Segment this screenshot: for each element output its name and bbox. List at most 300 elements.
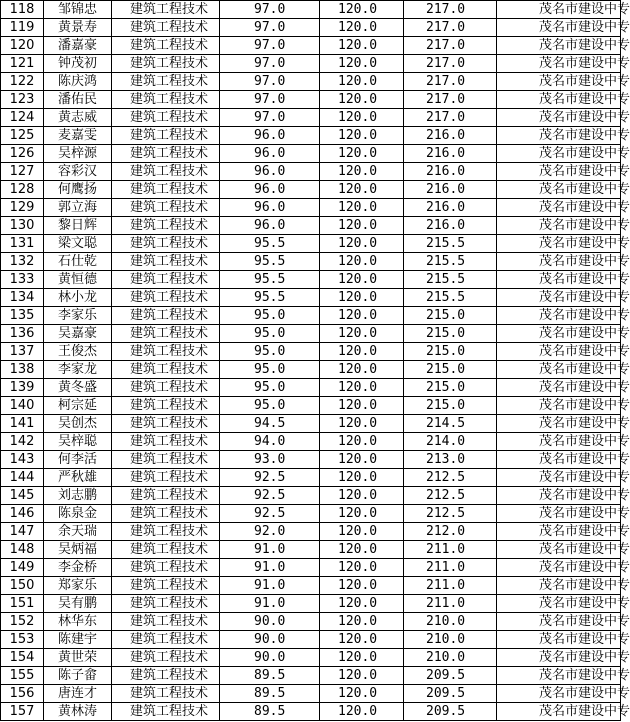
base-score-cell: 120.0 [320,271,404,289]
base-score-cell: 120.0 [320,109,404,127]
total-score-cell: 216.0 [404,127,497,145]
major-cell: 建筑工程技术 [112,289,220,307]
school-cell: 茂名市建设中专 [497,145,621,163]
table-row [1,451,621,469]
row-number-cell: 141 [1,415,44,433]
major-cell: 建筑工程技术 [112,685,220,703]
student-name-cell: 潘嘉豪 [44,37,112,55]
score-cell: 90.0 [220,613,320,631]
base-score-cell: 120.0 [320,325,404,343]
row-number-cell: 152 [1,613,44,631]
school-cell: 茂名市建设中专 [497,505,621,523]
major-cell: 建筑工程技术 [112,397,220,415]
row-number-cell: 147 [1,523,44,541]
student-name-cell: 何李活 [44,451,112,469]
score-cell: 90.0 [220,631,320,649]
base-score-cell: 120.0 [320,37,404,55]
major-cell: 建筑工程技术 [112,523,220,541]
base-score-cell: 120.0 [320,91,404,109]
total-score-cell: 216.0 [404,217,497,235]
score-cell: 91.0 [220,541,320,559]
student-name-cell: 陈庆鸿 [44,73,112,91]
base-score-cell: 120.0 [320,433,404,451]
student-name-cell: 吴创杰 [44,415,112,433]
row-number-cell: 127 [1,163,44,181]
table-row [1,289,621,307]
table-row [1,73,621,91]
score-cell: 93.0 [220,451,320,469]
school-cell: 茂名市建设中专 [497,685,621,703]
row-number-cell: 157 [1,703,44,721]
student-name-cell: 黎日辉 [44,217,112,235]
total-score-cell: 209.5 [404,667,497,685]
student-name-cell: 陈建宇 [44,631,112,649]
score-cell: 96.0 [220,145,320,163]
table-row [1,217,621,235]
table-row [1,199,621,217]
major-cell: 建筑工程技术 [112,55,220,73]
major-cell: 建筑工程技术 [112,613,220,631]
school-cell: 茂名市建设中专 [497,487,621,505]
row-number-cell: 153 [1,631,44,649]
table-row [1,577,621,595]
student-name-cell: 黄恒德 [44,271,112,289]
table-row [1,307,621,325]
total-score-cell: 215.5 [404,235,497,253]
row-number-cell: 137 [1,343,44,361]
table-row [1,271,621,289]
base-score-cell: 120.0 [320,559,404,577]
row-number-cell: 129 [1,199,44,217]
base-score-cell: 120.0 [320,199,404,217]
major-cell: 建筑工程技术 [112,343,220,361]
major-cell: 建筑工程技术 [112,703,220,721]
score-cell: 96.0 [220,127,320,145]
student-name-cell: 李家龙 [44,361,112,379]
base-score-cell: 120.0 [320,181,404,199]
row-number-cell: 130 [1,217,44,235]
score-cell: 95.5 [220,271,320,289]
base-score-cell: 120.0 [320,487,404,505]
base-score-cell: 120.0 [320,307,404,325]
student-name-cell: 李金桥 [44,559,112,577]
major-cell: 建筑工程技术 [112,37,220,55]
total-score-cell: 212.5 [404,469,497,487]
student-name-cell: 黄林涛 [44,703,112,721]
school-cell: 茂名市建设中专 [497,469,621,487]
base-score-cell: 120.0 [320,127,404,145]
student-name-cell: 麦嘉雯 [44,127,112,145]
total-score-cell: 215.5 [404,253,497,271]
base-score-cell: 120.0 [320,685,404,703]
major-cell: 建筑工程技术 [112,235,220,253]
row-number-cell: 145 [1,487,44,505]
major-cell: 建筑工程技术 [112,361,220,379]
table-row [1,415,621,433]
row-number-cell: 126 [1,145,44,163]
major-cell: 建筑工程技术 [112,73,220,91]
school-cell: 茂名市建设中专 [497,397,621,415]
school-cell: 茂名市建设中专 [497,163,621,181]
total-score-cell: 212.5 [404,505,497,523]
base-score-cell: 120.0 [320,469,404,487]
base-score-cell: 120.0 [320,361,404,379]
base-score-cell: 120.0 [320,343,404,361]
row-number-cell: 149 [1,559,44,577]
row-number-cell: 151 [1,595,44,613]
school-cell: 茂名市建设中专 [497,613,621,631]
student-name-cell: 郑家乐 [44,577,112,595]
major-cell: 建筑工程技术 [112,559,220,577]
school-cell: 茂名市建设中专 [497,73,621,91]
table-row [1,613,621,631]
table-row [1,685,621,703]
school-cell: 茂名市建设中专 [497,199,621,217]
base-score-cell: 120.0 [320,73,404,91]
row-number-cell: 140 [1,397,44,415]
row-number-cell: 144 [1,469,44,487]
row-number-cell: 139 [1,379,44,397]
student-name-cell: 钟茂初 [44,55,112,73]
table-row [1,469,621,487]
total-score-cell: 210.0 [404,649,497,667]
student-name-cell: 刘志鹏 [44,487,112,505]
base-score-cell: 120.0 [320,667,404,685]
school-cell: 茂名市建设中专 [497,37,621,55]
total-score-cell: 210.0 [404,613,497,631]
base-score-cell: 120.0 [320,577,404,595]
school-cell: 茂名市建设中专 [497,235,621,253]
base-score-cell: 120.0 [320,703,404,721]
total-score-cell: 217.0 [404,109,497,127]
school-cell: 茂名市建设中专 [497,217,621,235]
major-cell: 建筑工程技术 [112,649,220,667]
table-row [1,163,621,181]
table-row [1,505,621,523]
major-cell: 建筑工程技术 [112,91,220,109]
row-number-cell: 128 [1,181,44,199]
student-name-cell: 吴梓源 [44,145,112,163]
major-cell: 建筑工程技术 [112,415,220,433]
school-cell: 茂名市建设中专 [497,289,621,307]
row-number-cell: 120 [1,37,44,55]
total-score-cell: 215.0 [404,343,497,361]
student-name-cell: 梁文聪 [44,235,112,253]
score-cell: 95.5 [220,253,320,271]
row-number-cell: 119 [1,19,44,37]
student-name-cell: 吴炳福 [44,541,112,559]
row-number-cell: 134 [1,289,44,307]
score-cell: 92.5 [220,505,320,523]
row-number-cell: 136 [1,325,44,343]
score-cell: 92.5 [220,487,320,505]
student-name-cell: 李家乐 [44,307,112,325]
row-number-cell: 146 [1,505,44,523]
table-row [1,181,621,199]
base-score-cell: 120.0 [320,379,404,397]
row-number-cell: 124 [1,109,44,127]
total-score-cell: 215.5 [404,289,497,307]
major-cell: 建筑工程技术 [112,469,220,487]
student-name-cell: 黄世荣 [44,649,112,667]
major-cell: 建筑工程技术 [112,127,220,145]
row-number-cell: 131 [1,235,44,253]
total-score-cell: 211.0 [404,577,497,595]
score-cell: 96.0 [220,163,320,181]
total-score-cell: 211.0 [404,559,497,577]
total-score-cell: 214.5 [404,415,497,433]
total-score-cell: 216.0 [404,199,497,217]
total-score-cell: 210.0 [404,631,497,649]
row-number-cell: 138 [1,361,44,379]
student-name-cell: 黄冬盛 [44,379,112,397]
student-name-cell: 柯宗延 [44,397,112,415]
major-cell: 建筑工程技术 [112,199,220,217]
table-row [1,667,621,685]
student-name-cell: 余天瑞 [44,523,112,541]
student-name-cell: 何鹰扬 [44,181,112,199]
school-cell: 茂名市建设中专 [497,1,621,19]
major-cell: 建筑工程技术 [112,379,220,397]
score-cell: 95.0 [220,343,320,361]
school-cell: 茂名市建设中专 [497,577,621,595]
table-row [1,433,621,451]
total-score-cell: 214.0 [404,433,497,451]
base-score-cell: 120.0 [320,235,404,253]
score-cell: 91.0 [220,595,320,613]
score-cell: 92.0 [220,523,320,541]
total-score-cell: 215.0 [404,361,497,379]
score-cell: 95.0 [220,397,320,415]
base-score-cell: 120.0 [320,415,404,433]
table-row [1,649,621,667]
school-cell: 茂名市建设中专 [497,667,621,685]
score-cell: 97.0 [220,91,320,109]
student-name-cell: 林华东 [44,613,112,631]
total-score-cell: 215.0 [404,307,497,325]
score-cell: 89.5 [220,703,320,721]
row-number-cell: 155 [1,667,44,685]
score-cell: 89.5 [220,667,320,685]
major-cell: 建筑工程技术 [112,451,220,469]
row-number-cell: 121 [1,55,44,73]
school-cell: 茂名市建设中专 [497,127,621,145]
table-row [1,253,621,271]
table-row [1,595,621,613]
total-score-cell: 211.0 [404,541,497,559]
base-score-cell: 120.0 [320,217,404,235]
base-score-cell: 120.0 [320,397,404,415]
score-cell: 92.5 [220,469,320,487]
student-name-cell: 吴有鹏 [44,595,112,613]
score-cell: 89.5 [220,685,320,703]
major-cell: 建筑工程技术 [112,667,220,685]
school-cell: 茂名市建设中专 [497,649,621,667]
row-number-cell: 143 [1,451,44,469]
score-cell: 91.0 [220,559,320,577]
school-cell: 茂名市建设中专 [497,343,621,361]
score-cell: 95.5 [220,235,320,253]
total-score-cell: 215.0 [404,325,497,343]
table-row [1,343,621,361]
total-score-cell: 209.5 [404,685,497,703]
score-cell: 96.0 [220,217,320,235]
base-score-cell: 120.0 [320,163,404,181]
score-cell: 97.0 [220,109,320,127]
row-number-cell: 148 [1,541,44,559]
score-cell: 94.0 [220,433,320,451]
school-cell: 茂名市建设中专 [497,379,621,397]
student-name-cell: 吴嘉豪 [44,325,112,343]
total-score-cell: 217.0 [404,55,497,73]
score-cell: 97.0 [220,19,320,37]
base-score-cell: 120.0 [320,505,404,523]
major-cell: 建筑工程技术 [112,307,220,325]
total-score-cell: 216.0 [404,181,497,199]
base-score-cell: 120.0 [320,289,404,307]
table-row [1,235,621,253]
base-score-cell: 120.0 [320,19,404,37]
row-number-cell: 118 [1,1,44,19]
score-cell: 95.0 [220,325,320,343]
table-row [1,379,621,397]
base-score-cell: 120.0 [320,253,404,271]
school-cell: 茂名市建设中专 [497,595,621,613]
student-name-cell: 容彩汉 [44,163,112,181]
school-cell: 茂名市建设中专 [497,523,621,541]
major-cell: 建筑工程技术 [112,595,220,613]
score-cell: 90.0 [220,649,320,667]
total-score-cell: 217.0 [404,19,497,37]
score-cell: 97.0 [220,73,320,91]
total-score-cell: 217.0 [404,73,497,91]
table-row [1,541,621,559]
major-cell: 建筑工程技术 [112,631,220,649]
score-cell: 97.0 [220,37,320,55]
score-cell: 95.0 [220,307,320,325]
student-name-cell: 王俊杰 [44,343,112,361]
student-name-cell: 林小龙 [44,289,112,307]
major-cell: 建筑工程技术 [112,253,220,271]
base-score-cell: 120.0 [320,631,404,649]
school-cell: 茂名市建设中专 [497,181,621,199]
table-row [1,145,621,163]
student-name-cell: 潘佑民 [44,91,112,109]
school-cell: 茂名市建设中专 [497,415,621,433]
row-number-cell: 142 [1,433,44,451]
student-name-cell: 陈泉金 [44,505,112,523]
major-cell: 建筑工程技术 [112,271,220,289]
row-number-cell: 150 [1,577,44,595]
major-cell: 建筑工程技术 [112,505,220,523]
row-number-cell: 135 [1,307,44,325]
score-cell: 94.5 [220,415,320,433]
total-score-cell: 217.0 [404,37,497,55]
table-body [1,1,630,721]
school-cell: 茂名市建设中专 [497,55,621,73]
base-score-cell: 120.0 [320,595,404,613]
total-score-cell: 212.0 [404,523,497,541]
total-score-cell: 216.0 [404,145,497,163]
total-score-cell: 217.0 [404,91,497,109]
major-cell: 建筑工程技术 [112,181,220,199]
total-score-cell: 211.0 [404,595,497,613]
base-score-cell: 120.0 [320,523,404,541]
school-cell: 茂名市建设中专 [497,109,621,127]
total-score-cell: 209.5 [404,703,497,721]
major-cell: 建筑工程技术 [112,109,220,127]
total-score-cell: 216.0 [404,163,497,181]
table-row [1,523,621,541]
table-row [1,127,621,145]
school-cell: 茂名市建设中专 [497,451,621,469]
score-cell: 97.0 [220,55,320,73]
major-cell: 建筑工程技术 [112,433,220,451]
row-number-cell: 132 [1,253,44,271]
row-number-cell: 123 [1,91,44,109]
total-score-cell: 215.0 [404,397,497,415]
score-cell: 91.0 [220,577,320,595]
row-number-cell: 125 [1,127,44,145]
school-cell: 茂名市建设中专 [497,19,621,37]
total-score-cell: 212.5 [404,487,497,505]
major-cell: 建筑工程技术 [112,325,220,343]
score-cell: 96.0 [220,181,320,199]
school-cell: 茂名市建设中专 [497,631,621,649]
base-score-cell: 120.0 [320,145,404,163]
student-name-cell: 邹锦忠 [44,1,112,19]
student-name-cell: 唐连才 [44,685,112,703]
school-cell: 茂名市建设中专 [497,703,621,721]
table-row [1,1,621,19]
school-cell: 茂名市建设中专 [497,541,621,559]
row-number-cell: 154 [1,649,44,667]
table-row [1,487,621,505]
school-cell: 茂名市建设中专 [497,271,621,289]
school-cell: 茂名市建设中专 [497,325,621,343]
table-row [1,55,621,73]
table-row [1,109,621,127]
table-row [1,325,621,343]
table-row [1,397,621,415]
school-cell: 茂名市建设中专 [497,91,621,109]
base-score-cell: 120.0 [320,1,404,19]
major-cell: 建筑工程技术 [112,577,220,595]
major-cell: 建筑工程技术 [112,487,220,505]
major-cell: 建筑工程技术 [112,145,220,163]
score-cell: 97.0 [220,1,320,19]
base-score-cell: 120.0 [320,451,404,469]
table-row [1,703,621,721]
student-name-cell: 郭立海 [44,199,112,217]
major-cell: 建筑工程技术 [112,19,220,37]
school-cell: 茂名市建设中专 [497,559,621,577]
row-number-cell: 133 [1,271,44,289]
major-cell: 建筑工程技术 [112,541,220,559]
school-cell: 茂名市建设中专 [497,307,621,325]
school-cell: 茂名市建设中专 [497,253,621,271]
table-row [1,19,621,37]
base-score-cell: 120.0 [320,613,404,631]
row-number-cell: 122 [1,73,44,91]
total-score-cell: 217.0 [404,1,497,19]
table-row [1,37,621,55]
student-name-cell: 石仕乾 [44,253,112,271]
student-name-cell: 陈子畲 [44,667,112,685]
total-score-cell: 215.5 [404,271,497,289]
row-number-cell: 156 [1,685,44,703]
base-score-cell: 120.0 [320,649,404,667]
